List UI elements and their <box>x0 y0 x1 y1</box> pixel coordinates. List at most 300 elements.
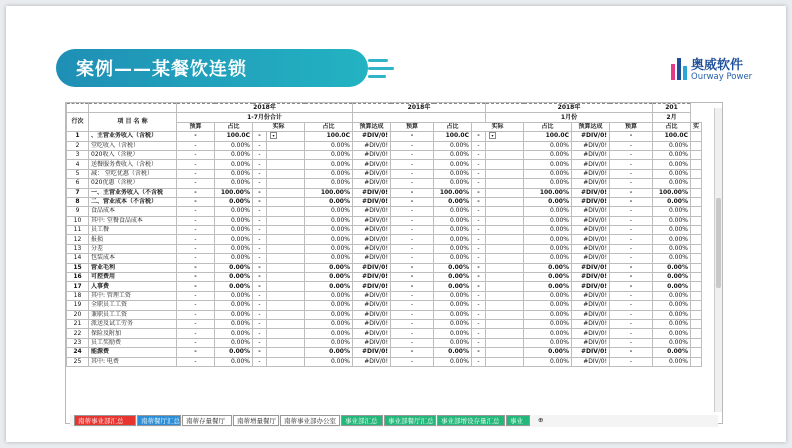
budget-cell[interactable]: - <box>610 188 653 197</box>
ratio-cell[interactable]: 0.00% <box>653 338 691 347</box>
item-name[interactable]: 包装成本 <box>89 254 177 263</box>
budget-cell[interactable]: - <box>610 301 653 310</box>
dropdown-cell[interactable] <box>486 226 524 235</box>
budget-cell[interactable]: - <box>610 291 653 300</box>
vertical-scrollbar[interactable] <box>714 108 722 412</box>
dropdown-cell[interactable] <box>267 254 305 263</box>
partial-cell[interactable] <box>691 273 702 282</box>
budget-cell[interactable]: - <box>177 301 215 310</box>
budget-cell[interactable]: - <box>391 291 434 300</box>
ratio-cell[interactable]: 100.0C <box>305 132 353 141</box>
ratio-cell[interactable]: 0.00% <box>215 226 253 235</box>
item-name[interactable]: 、主营业务收入（含税） <box>89 132 177 141</box>
partial-cell[interactable] <box>691 348 702 357</box>
dropdown-cell[interactable] <box>267 263 305 272</box>
achieve-cell[interactable]: #DIV/0! <box>353 329 391 338</box>
ratio-cell[interactable]: 0.00% <box>434 319 472 328</box>
ratio-cell[interactable]: 0.00% <box>305 329 353 338</box>
ratio-cell[interactable]: 0.00% <box>215 301 253 310</box>
budget-cell[interactable]: - <box>391 207 434 216</box>
dropdown-cell[interactable] <box>486 348 524 357</box>
partial-cell[interactable] <box>691 282 702 291</box>
budget-cell[interactable]: - <box>610 244 653 253</box>
ratio-cell[interactable]: 0.00% <box>653 357 691 366</box>
actual-cell[interactable]: - <box>253 310 267 319</box>
dropdown-cell[interactable] <box>267 338 305 347</box>
budget-cell[interactable]: - <box>610 282 653 291</box>
budget-cell[interactable]: - <box>391 244 434 253</box>
period-header[interactable] <box>353 113 486 122</box>
actual-cell[interactable]: - <box>253 160 267 169</box>
seq-header[interactable]: 行次 <box>67 113 89 132</box>
dropdown-cell[interactable] <box>486 273 524 282</box>
achieve-cell[interactable]: #DIV/0! <box>353 226 391 235</box>
dropdown-cell[interactable] <box>486 207 524 216</box>
actual-cell[interactable]: - <box>253 216 267 225</box>
achieve-cell[interactable]: #DIV/0! <box>353 357 391 366</box>
dropdown-cell[interactable] <box>486 310 524 319</box>
budget-cell[interactable]: - <box>177 132 215 141</box>
item-name[interactable]: 报损 <box>89 235 177 244</box>
partial-cell[interactable] <box>691 188 702 197</box>
budget-header[interactable]: 预算 <box>391 122 434 131</box>
budget-cell[interactable]: - <box>177 150 215 159</box>
budget-cell[interactable]: - <box>610 141 653 150</box>
actual-cell[interactable]: - <box>472 329 486 338</box>
actual-cell[interactable]: - <box>472 150 486 159</box>
ratio-cell[interactable]: 0.00% <box>215 357 253 366</box>
actual-cell[interactable]: - <box>253 179 267 188</box>
achieve-cell[interactable]: #DIV/0! <box>353 263 391 272</box>
budget-cell[interactable]: - <box>177 216 215 225</box>
item-name[interactable]: 营业毛利 <box>89 263 177 272</box>
ratio-cell[interactable]: 0.00% <box>215 319 253 328</box>
budget-cell[interactable]: - <box>610 150 653 159</box>
achieve-cell[interactable]: #DIV/0! <box>353 254 391 263</box>
partial-cell[interactable] <box>691 197 702 206</box>
row-number[interactable]: 1 <box>67 132 89 141</box>
budget-cell[interactable]: - <box>610 310 653 319</box>
partial-cell[interactable] <box>691 216 702 225</box>
budget-cell[interactable]: - <box>610 329 653 338</box>
ratio-cell[interactable]: 0.00% <box>215 160 253 169</box>
ratio-cell[interactable]: 0.00% <box>215 150 253 159</box>
dropdown-cell[interactable] <box>267 150 305 159</box>
ratio-cell[interactable]: 0.00% <box>524 197 572 206</box>
actual-cell[interactable]: - <box>472 348 486 357</box>
ratio-cell[interactable]: 0.00% <box>215 329 253 338</box>
ratio-cell[interactable]: 0.00% <box>524 348 572 357</box>
dropdown-cell[interactable] <box>267 132 305 141</box>
dropdown-cell[interactable] <box>267 160 305 169</box>
ratio-cell[interactable]: 0.00% <box>434 254 472 263</box>
item-name[interactable]: 派送及试工劳务 <box>89 319 177 328</box>
ratio-cell[interactable]: 0.00% <box>524 291 572 300</box>
ratio-cell[interactable]: 0.00% <box>653 235 691 244</box>
actual-cell[interactable]: - <box>472 169 486 178</box>
ratio-cell[interactable]: 0.00% <box>524 310 572 319</box>
add-sheet-button[interactable]: ⊕ <box>538 416 544 424</box>
dropdown-cell[interactable] <box>486 244 524 253</box>
ratio-cell[interactable]: 0.00% <box>653 197 691 206</box>
dropdown-cell[interactable] <box>267 244 305 253</box>
partial-cell[interactable] <box>691 150 702 159</box>
row-number[interactable]: 14 <box>67 254 89 263</box>
dropdown-cell[interactable] <box>267 179 305 188</box>
achieve-cell[interactable]: #DIV/0! <box>353 244 391 253</box>
budget-cell[interactable]: - <box>177 263 215 272</box>
achieve-cell[interactable]: #DIV/0! <box>572 357 610 366</box>
dropdown-cell[interactable] <box>486 282 524 291</box>
actual-cell[interactable]: - <box>472 310 486 319</box>
dropdown-cell[interactable] <box>267 226 305 235</box>
budget-cell[interactable]: - <box>177 348 215 357</box>
ratio-cell[interactable]: 0.00% <box>524 207 572 216</box>
actual-cell[interactable]: - <box>253 319 267 328</box>
ratio-cell[interactable]: 0.00% <box>524 235 572 244</box>
ratio-cell[interactable]: 0.00% <box>215 169 253 178</box>
budget-cell[interactable]: - <box>177 207 215 216</box>
ratio-cell[interactable]: 0.00% <box>434 150 472 159</box>
budget-cell[interactable]: - <box>177 338 215 347</box>
item-name[interactable]: 可控费用 <box>89 273 177 282</box>
partial-cell[interactable] <box>691 301 702 310</box>
row-number[interactable]: 16 <box>67 273 89 282</box>
budget-cell[interactable]: - <box>391 357 434 366</box>
dropdown-cell[interactable] <box>267 235 305 244</box>
actual-cell[interactable]: - <box>472 301 486 310</box>
dropdown-cell[interactable] <box>267 141 305 150</box>
achieve-cell[interactable]: #DIV/0! <box>353 132 391 141</box>
ratio-cell[interactable]: 0.00% <box>305 235 353 244</box>
budget-cell[interactable]: - <box>391 160 434 169</box>
dropdown-cell[interactable] <box>486 179 524 188</box>
item-name[interactable]: 员工餐 <box>89 226 177 235</box>
ratio-cell[interactable]: 0.00% <box>215 216 253 225</box>
achieve-cell[interactable]: #DIV/0! <box>353 197 391 206</box>
partial-cell[interactable] <box>691 179 702 188</box>
dropdown-cell[interactable] <box>486 254 524 263</box>
ratio-cell[interactable]: 0.00% <box>653 301 691 310</box>
achieve-cell[interactable]: #DIV/0! <box>353 348 391 357</box>
achieve-cell[interactable]: #DIV/0! <box>353 273 391 282</box>
achieve-cell[interactable]: #DIV/0! <box>572 254 610 263</box>
budget-cell[interactable]: - <box>610 169 653 178</box>
row-number[interactable]: 10 <box>67 216 89 225</box>
actual-cell[interactable]: - <box>472 357 486 366</box>
achieve-cell[interactable]: #DIV/0! <box>572 169 610 178</box>
row-number[interactable]: 9 <box>67 207 89 216</box>
achieve-cell[interactable]: #DIV/0! <box>572 282 610 291</box>
ratio-cell[interactable]: 0.00% <box>524 141 572 150</box>
row-number[interactable]: 22 <box>67 329 89 338</box>
budget-cell[interactable]: - <box>391 273 434 282</box>
actual-cell[interactable]: - <box>472 207 486 216</box>
partial-cell[interactable] <box>691 141 702 150</box>
ratio-cell[interactable]: 0.00% <box>305 216 353 225</box>
budget-cell[interactable]: - <box>177 188 215 197</box>
achieve-cell[interactable]: #DIV/0! <box>353 179 391 188</box>
budget-cell[interactable]: - <box>391 150 434 159</box>
budget-cell[interactable]: - <box>610 226 653 235</box>
ratio-cell[interactable]: 0.00% <box>305 263 353 272</box>
budget-cell[interactable]: - <box>610 197 653 206</box>
ratio-cell[interactable]: 0.00% <box>524 273 572 282</box>
budget-cell[interactable]: - <box>391 338 434 347</box>
dropdown-cell[interactable] <box>267 291 305 300</box>
dropdown-cell[interactable] <box>267 188 305 197</box>
ratio-cell[interactable]: 0.00% <box>524 150 572 159</box>
ratio-cell[interactable]: 0.00% <box>305 150 353 159</box>
budget-cell[interactable]: - <box>177 160 215 169</box>
dropdown-cell[interactable] <box>486 197 524 206</box>
ratio-cell[interactable]: 0.00% <box>215 197 253 206</box>
budget-cell[interactable]: - <box>177 235 215 244</box>
row-number[interactable]: 3 <box>67 150 89 159</box>
budget-cell[interactable]: - <box>177 357 215 366</box>
budget-cell[interactable]: - <box>391 169 434 178</box>
budget-cell[interactable]: - <box>177 273 215 282</box>
ratio-header[interactable]: 占比 <box>524 122 572 131</box>
ratio-cell[interactable]: 0.00% <box>305 197 353 206</box>
ratio-cell[interactable]: 100.00% <box>305 188 353 197</box>
budget-cell[interactable]: - <box>391 226 434 235</box>
dropdown-cell[interactable] <box>486 291 524 300</box>
dropdown-cell[interactable] <box>267 197 305 206</box>
ratio-cell[interactable]: 100.0C <box>524 132 572 141</box>
ratio-cell[interactable]: 0.00% <box>524 338 572 347</box>
ratio-cell[interactable]: 0.00% <box>434 263 472 272</box>
year-header[interactable]: 2018年 <box>353 104 486 113</box>
budget-cell[interactable]: - <box>391 254 434 263</box>
actual-cell[interactable]: - <box>472 179 486 188</box>
ratio-cell[interactable]: 0.00% <box>434 169 472 178</box>
ratio-cell[interactable]: 0.00% <box>215 338 253 347</box>
ratio-cell[interactable]: 0.00% <box>653 244 691 253</box>
ratio-cell[interactable]: 0.00% <box>305 273 353 282</box>
row-number[interactable]: 23 <box>67 338 89 347</box>
budget-cell[interactable]: - <box>610 254 653 263</box>
period-header[interactable]: 1-7月份合计 <box>177 113 353 122</box>
row-number[interactable]: 20 <box>67 310 89 319</box>
actual-cell[interactable]: - <box>253 207 267 216</box>
item-name[interactable]: 全职员工工资 <box>89 301 177 310</box>
dropdown-cell[interactable] <box>486 263 524 272</box>
item-name[interactable]: 一、主营业务收入（不含税 <box>89 188 177 197</box>
year-header-partial[interactable]: 201 <box>653 104 691 113</box>
actual-cell[interactable]: - <box>253 235 267 244</box>
actual-cell[interactable]: - <box>253 263 267 272</box>
budget-cell[interactable]: - <box>610 132 653 141</box>
achieve-cell[interactable]: #DIV/0! <box>572 150 610 159</box>
dropdown-cell[interactable] <box>486 357 524 366</box>
partial-cell[interactable] <box>691 319 702 328</box>
corner-cell[interactable] <box>89 104 177 113</box>
row-number[interactable]: 19 <box>67 301 89 310</box>
budget-cell[interactable]: - <box>177 254 215 263</box>
actual-cell[interactable]: - <box>472 188 486 197</box>
budget-cell[interactable]: - <box>391 301 434 310</box>
achieve-header[interactable]: 预算达成 <box>353 122 391 131</box>
ratio-cell[interactable]: 0.00% <box>305 169 353 178</box>
ratio-cell[interactable]: 0.00% <box>305 179 353 188</box>
dropdown-cell[interactable] <box>486 141 524 150</box>
budget-cell[interactable]: - <box>177 282 215 291</box>
sheet-tab[interactable]: 事业 <box>506 415 530 426</box>
budget-cell[interactable]: - <box>610 160 653 169</box>
ratio-cell[interactable]: 0.00% <box>434 235 472 244</box>
dropdown-cell[interactable] <box>486 188 524 197</box>
achieve-cell[interactable]: #DIV/0! <box>572 235 610 244</box>
period-header[interactable]: 1月份 <box>486 113 653 122</box>
dropdown-cell[interactable] <box>267 169 305 178</box>
actual-cell[interactable]: - <box>253 226 267 235</box>
item-name[interactable]: 兼职员工工资 <box>89 310 177 319</box>
ratio-cell[interactable]: 0.00% <box>215 179 253 188</box>
actual-cell[interactable]: - <box>253 282 267 291</box>
achieve-cell[interactable]: #DIV/0! <box>353 291 391 300</box>
partial-cell[interactable] <box>691 226 702 235</box>
year-header[interactable]: 2018年 <box>177 104 353 113</box>
row-number[interactable]: 4 <box>67 160 89 169</box>
dropdown-cell[interactable] <box>267 357 305 366</box>
ratio-cell[interactable]: 0.00% <box>653 291 691 300</box>
dropdown-cell[interactable] <box>267 329 305 338</box>
ratio-cell[interactable]: 0.00% <box>524 169 572 178</box>
actual-cell[interactable]: - <box>472 197 486 206</box>
ratio-cell[interactable]: 0.00% <box>215 244 253 253</box>
item-name[interactable]: 能源费 <box>89 348 177 357</box>
row-number[interactable]: 5 <box>67 169 89 178</box>
ratio-header[interactable]: 占比 <box>434 122 472 131</box>
dropdown-cell[interactable] <box>486 235 524 244</box>
achieve-cell[interactable]: #DIV/0! <box>572 329 610 338</box>
ratio-cell[interactable]: 0.00% <box>434 301 472 310</box>
dropdown-cell[interactable] <box>486 150 524 159</box>
dropdown-cell[interactable] <box>267 216 305 225</box>
ratio-cell[interactable]: 0.00% <box>653 216 691 225</box>
actual-cell[interactable]: - <box>253 329 267 338</box>
partial-cell[interactable] <box>691 132 702 141</box>
ratio-cell[interactable]: 0.00% <box>305 207 353 216</box>
dropdown-cell[interactable] <box>486 338 524 347</box>
budget-cell[interactable]: - <box>177 310 215 319</box>
ratio-cell[interactable]: 0.00% <box>434 160 472 169</box>
budget-cell[interactable]: - <box>610 338 653 347</box>
achieve-cell[interactable]: #DIV/0! <box>572 338 610 347</box>
ratio-cell[interactable]: 0.00% <box>215 141 253 150</box>
achieve-cell[interactable]: #DIV/0! <box>572 301 610 310</box>
row-number[interactable]: 15 <box>67 263 89 272</box>
year-header[interactable]: 2018年 <box>486 104 653 113</box>
row-number[interactable]: 24 <box>67 348 89 357</box>
sheet-tab[interactable]: 南蒂存量餐厅 <box>182 415 232 426</box>
achieve-cell[interactable]: #DIV/0! <box>572 216 610 225</box>
actual-cell[interactable]: - <box>253 273 267 282</box>
achieve-cell[interactable]: #DIV/0! <box>353 216 391 225</box>
actual-cell[interactable]: - <box>472 254 486 263</box>
item-name[interactable]: 其中: 电费 <box>89 357 177 366</box>
item-name[interactable]: 堂吃收入（含税） <box>89 141 177 150</box>
budget-cell[interactable]: - <box>391 329 434 338</box>
ratio-cell[interactable]: 0.00% <box>434 179 472 188</box>
ratio-cell[interactable]: 0.00% <box>524 357 572 366</box>
dropdown-icon[interactable]: ▾ <box>489 132 496 139</box>
dropdown-cell[interactable] <box>486 301 524 310</box>
ratio-cell[interactable]: 0.00% <box>524 160 572 169</box>
achieve-cell[interactable]: #DIV/0! <box>572 244 610 253</box>
actual-cell[interactable]: - <box>472 282 486 291</box>
row-number[interactable]: 25 <box>67 357 89 366</box>
ratio-cell[interactable]: 0.00% <box>434 216 472 225</box>
achieve-cell[interactable]: #DIV/0! <box>572 291 610 300</box>
ratio-cell[interactable]: 0.00% <box>434 357 472 366</box>
ratio-cell[interactable]: 0.00% <box>653 150 691 159</box>
budget-cell[interactable]: - <box>391 319 434 328</box>
actual-cell[interactable]: - <box>253 197 267 206</box>
actual-cell[interactable]: - <box>253 169 267 178</box>
ratio-cell[interactable]: 0.00% <box>524 216 572 225</box>
ratio-cell[interactable]: 0.00% <box>305 348 353 357</box>
ratio-header[interactable]: 占比 <box>653 122 691 131</box>
ratio-cell[interactable]: 0.00% <box>305 244 353 253</box>
ratio-cell[interactable]: 0.00% <box>434 310 472 319</box>
budget-header[interactable]: 预算 <box>177 122 215 131</box>
actual-cell[interactable]: - <box>253 150 267 159</box>
ratio-cell[interactable]: 0.00% <box>524 282 572 291</box>
budget-cell[interactable]: - <box>610 207 653 216</box>
ratio-cell[interactable]: 0.00% <box>434 244 472 253</box>
dropdown-cell[interactable] <box>267 310 305 319</box>
ratio-cell[interactable]: 0.00% <box>434 141 472 150</box>
ratio-cell[interactable]: 100.0C <box>434 132 472 141</box>
sheet-tab[interactable]: 南蒂餐厅汇总 <box>137 415 181 426</box>
achieve-header[interactable]: 预算达成 <box>572 122 610 131</box>
scrollbar-thumb[interactable] <box>716 198 721 288</box>
dropdown-cell[interactable] <box>267 301 305 310</box>
item-header[interactable]: 项 目 名 称 <box>89 113 177 132</box>
achieve-cell[interactable]: #DIV/0! <box>353 150 391 159</box>
budget-cell[interactable]: - <box>610 348 653 357</box>
actual-header[interactable]: 实际 <box>253 122 305 131</box>
budget-cell[interactable]: - <box>391 197 434 206</box>
ratio-cell[interactable]: 0.00% <box>305 319 353 328</box>
partial-cell[interactable] <box>691 338 702 347</box>
achieve-cell[interactable]: #DIV/0! <box>572 263 610 272</box>
partial-cell[interactable] <box>691 235 702 244</box>
ratio-cell[interactable]: 0.00% <box>524 226 572 235</box>
budget-cell[interactable]: - <box>177 197 215 206</box>
achieve-cell[interactable]: #DIV/0! <box>572 141 610 150</box>
ratio-cell[interactable]: 100.0C <box>215 132 253 141</box>
ratio-cell[interactable]: 0.00% <box>524 254 572 263</box>
dropdown-cell[interactable] <box>486 160 524 169</box>
dropdown-cell[interactable] <box>486 329 524 338</box>
row-number[interactable]: 12 <box>67 235 89 244</box>
budget-cell[interactable]: - <box>610 319 653 328</box>
dropdown-icon[interactable]: ▾ <box>270 132 277 139</box>
achieve-cell[interactable]: #DIV/0! <box>353 188 391 197</box>
dropdown-cell[interactable] <box>267 282 305 291</box>
sheet-tab[interactable]: 事业部汇总 <box>341 415 383 426</box>
budget-cell[interactable]: - <box>610 216 653 225</box>
achieve-cell[interactable]: #DIV/0! <box>353 160 391 169</box>
achieve-cell[interactable]: #DIV/0! <box>353 235 391 244</box>
actual-header[interactable]: 实际 <box>472 122 524 131</box>
ratio-cell[interactable]: 0.00% <box>524 301 572 310</box>
actual-cell[interactable]: - <box>472 291 486 300</box>
budget-cell[interactable]: - <box>177 329 215 338</box>
